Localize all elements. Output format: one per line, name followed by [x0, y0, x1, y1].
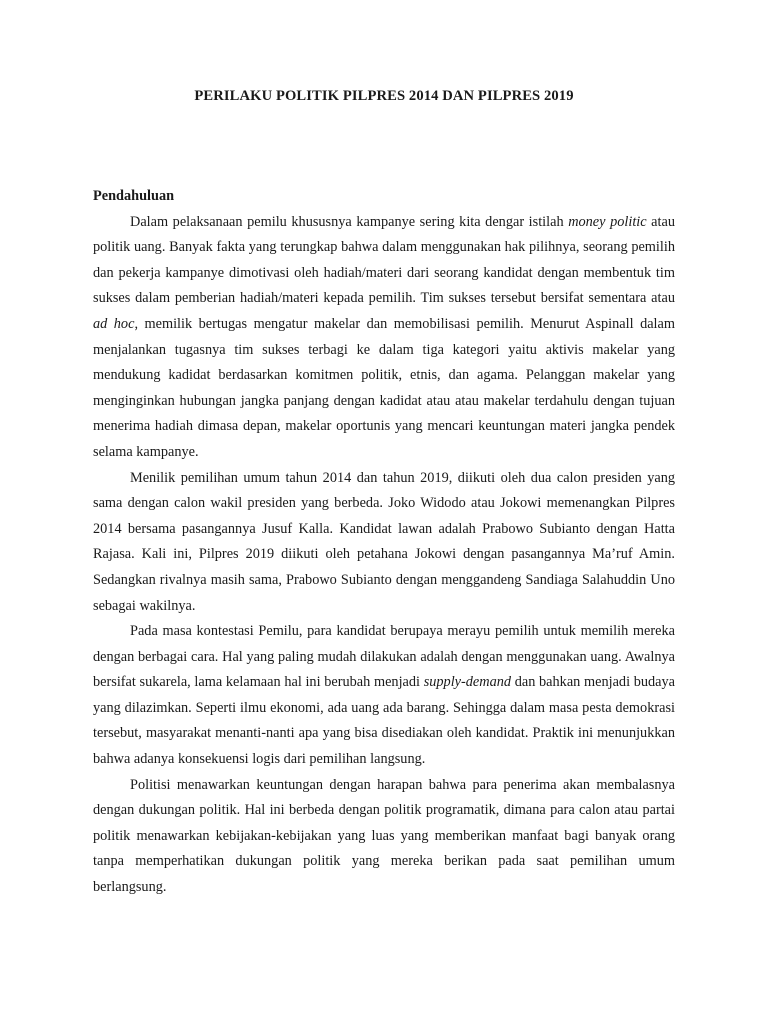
- document-title: PERILAKU POLITIK PILPRES 2014 DAN PILPRES 2019: [194, 88, 574, 104]
- document-body: [93, 184, 675, 901]
- section-heading: Pendahuluan: [93, 188, 175, 204]
- paragraph-1-text-a: Dalam pelaksanaan pemilu khususnya kampanye sering kita dengar istilah: [130, 213, 569, 230]
- paragraph-4: Politisi menawarkan keuntungan dengan harapan bahwa para penerima akan membalasnya dengan dukungan politik. Hal ini berbeda dengan politik programatik, dimana para calon atau partai politik menawarkan kebijakan-kebijakan yang luas yang memberikan manfaat bagi banyak orang tanpa memperhatikan dukungan politik yang mereka berikan pada saat pemilihan umum berlangsung.: [93, 776, 675, 896]
- paragraph-1-text-c: , memilik bertugas mengatur makelar dan memobilisasi pemilih. Menurut Aspinall dalam menjalankan tugasnya tim sukses terbagi ke dalam tiga kategori yaitu aktivis makelar yang mendukung kadidat berdasarkan komitmen politik, etnis, dan agama. Pelanggan makelar yang menginginkan hubungan jangka panjang dengan kadidat atau atau makelar terdahulu dengan tujuan menerima hadiah dimasa depan, makelar oportunis yang mencari keuntungan materi jangka pendek selama kampanye.: [93, 315, 675, 460]
- paragraph-3-text-a: Pada masa kontestasi Pemilu, para kandidat berupaya merayu pemilih untuk memilih mereka dengan berbagai cara. Hal yang paling mudah dilakukan adalah dengan menggunakan uang. Awalnya bersifat sukarela, lama kelamaan hal ini berubah menjadi: [93, 623, 675, 691]
- paragraph-1-italic-term-a: money politic: [568, 213, 647, 230]
- paragraph-1: [93, 210, 675, 466]
- paragraph-3: [93, 619, 675, 773]
- paragraph-1-text-b: atau politik uang. Banyak fakta yang terungkap bahwa dalam menggunakan hak pilihnya, seorang pemilih dan pekerja kampanye dimotivasi oleh hadiah/materi dari seorang kandidat dengan membentuk tim sukses dalam pemberian hadiah/materi kepada pemilih. Tim sukses tersebut bersifat sementara atau: [93, 213, 675, 307]
- paragraph-2: Menilik pemilihan umum tahun 2014 dan tahun 2019, diikuti oleh dua calon presiden yang sama dengan calon wakil presiden yang berbeda. Joko Widodo atau Jokowi memenangkan Pilpres 2014 bersama pasangannya Jusuf Kalla. Kandidat lawan adalah Prabowo Subianto dengan Hatta Rajasa. Kali ini, Pilpres 2019 diikuti oleh petahana Jokowi dengan pasangannya Ma’ruf Amin. Sedangkan rivalnya masih sama, Prabowo Subianto dengan menggandeng Sandiaga Salahuddin Uno sebagai wakilnya.: [93, 469, 675, 614]
- paragraph-1-italic-term-b: ad hoc: [93, 315, 135, 332]
- paragraph-3-italic-term: supply-demand: [423, 674, 512, 691]
- paragraph-3-text-b: dan bahkan menjadi budaya yang dilazimkan. Seperti ilmu ekonomi, ada uang ada barang. Sehingga dalam masa pesta demokrasi tersebut, masyarakat menanti-nanti apa yang bisa disediakan oleh kandidat. Praktik ini menunjukkan bahwa adanya konsekuensi logis dari pemilihan langsung.: [93, 674, 676, 768]
